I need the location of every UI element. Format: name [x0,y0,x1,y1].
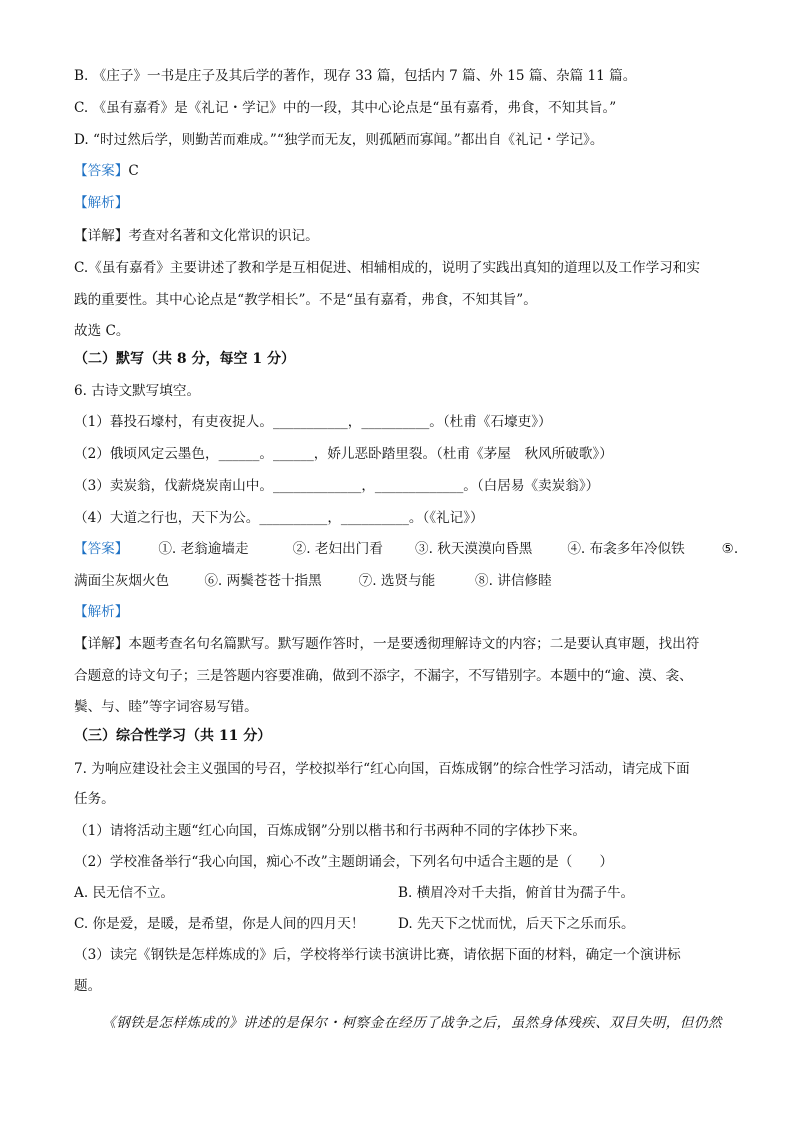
answer-item: 满面尘灰烟火色 [74,573,170,589]
detail-5-3: 践的重要性。其中心论点是“教学相长”。不是“虽有嘉肴，弗食，不知其旨”。 [74,292,537,308]
option-b: B. 横眉冷对千夫指，俯首甘为孺子牛。 [398,885,635,901]
analysis-tag: 【解析】 [74,604,129,620]
option-b-line: B. 《庄子》一书是庄子及其后学的著作，现存 33 篇，包括内 7 篇、外 15 篇、杂篇 11 篇。 [74,68,637,84]
section-2-heading: （二）默写（共 8 分，每空 1 分） [74,351,295,367]
answer-tag: 【答案】 [74,163,129,179]
question-7-line1: 7. 为响应建设社会主义强国的号召，学校拟举行“红心向国，百炼成钢”的综合性学习活动，请完成下面 [74,761,690,777]
section-3-heading: （三）综合性学习（共 11 分） [74,728,272,744]
answer-item: ⑤. [721,541,739,557]
detail-6-2: 合题意的诗文句子；三是答题内容要准确，做到不添字，不漏字，不写错别字。本题中的“逾、漠、衾、 [74,668,693,684]
answer-6-line1 [74,540,738,558]
option-d-line: D. “时过然后学，则勤苦而难成。”“独学而无友，则孤陋而寡闻。”都出自《礼记・学记》。 [74,132,604,148]
question-6: 6. 古诗文默写填空。 [74,383,201,399]
detail-5-1: 【详解】考查对名著和文化常识的识记。 [74,228,319,244]
answer-item: ②. 老妇出门看 [292,541,383,557]
question-7-line2: 任务。 [74,791,115,807]
option-d: D. 先天下之忧而忧，后天下之乐而乐。 [398,916,635,932]
answer-item: ③. 秋天漠漠向昏黑 [414,541,533,557]
option-c-line: C. 《虽有嘉肴》是《礼记・学记》中的一段，其中心论点是“虽有嘉肴，弗食，不知其旨。” [74,100,617,116]
options-row-2 [74,915,714,933]
choose-line: 故选 C。 [74,323,130,339]
question-6-1: （1）暮投石壕村，有吏夜捉人。___________，__________。（杜甫《石壕吏》） [74,414,552,430]
question-6-2: （2）俄顷风定云墨色，______。______，娇儿恶卧踏里裂。（杜甫《茅屋 秋风所破歌》） [74,446,613,462]
question-6-3: （3）卖炭翁，伐薪烧炭南山中。_____________，_____________。（白居易《卖炭翁》） [74,478,600,494]
answer-item: ①. 老翁逾墙走 [158,541,249,557]
option-a: A. 民无信不立。 [74,885,175,901]
option-c: C. 你是爱，是暖，是希望，你是人间的四月天！ [74,916,365,932]
answer-6-line2 [74,572,552,590]
material-text: 《钢铁是怎样炼成的》讲述的是保尔・柯察金在经历了战争之后，虽然身体残疾、双目失明，但仍然 [102,1015,723,1031]
answer-item: ④. 布衾多年冷似铁 [567,541,685,557]
question-7-2: （2）学校准备举行“我心向国，痴心不改”主题朗诵会，下列名句中适合主题的是（ ） [74,854,614,870]
question-7-3-line2: 题。 [74,978,102,994]
question-6-4: （4）大道之行也，天下为公。__________，__________。（《礼记》） [74,510,484,526]
answer-5 [74,162,139,180]
answer-tag: 【答案】 [74,541,129,557]
answer-item: ⑦. 选贤与能 [358,573,436,589]
question-7-3-line1: （3）读完《钢铁是怎样炼成的》后，学校将举行读书演讲比赛，请依据下面的材料，确定一个演讲标 [74,947,681,963]
analysis-tag: 【解析】 [74,195,129,211]
detail-5-2: C.《虽有嘉肴》主要讲述了教和学是互相促进、相辅相成的，说明了实践出真知的道理以及工作学习和实 [74,260,700,276]
options-row-1 [74,884,714,902]
detail-6-1: 【详解】本题考查名句名篇默写。默写题作答时，一是要透彻理解诗文的内容；二是要认真审题，找出符 [74,636,700,652]
detail-6-3: 鬓、与、睦”等字词容易写错。 [74,699,258,715]
answer-item: ⑧. 讲信修睦 [474,573,552,589]
question-7-1: （1）请将活动主题“红心向国，百炼成钢”分别以楷书和行书两种不同的字体抄下来。 [74,823,586,839]
answer-item: ⑥. 两鬓苍苍十指黑 [204,573,322,589]
answer-value: C [128,163,139,179]
